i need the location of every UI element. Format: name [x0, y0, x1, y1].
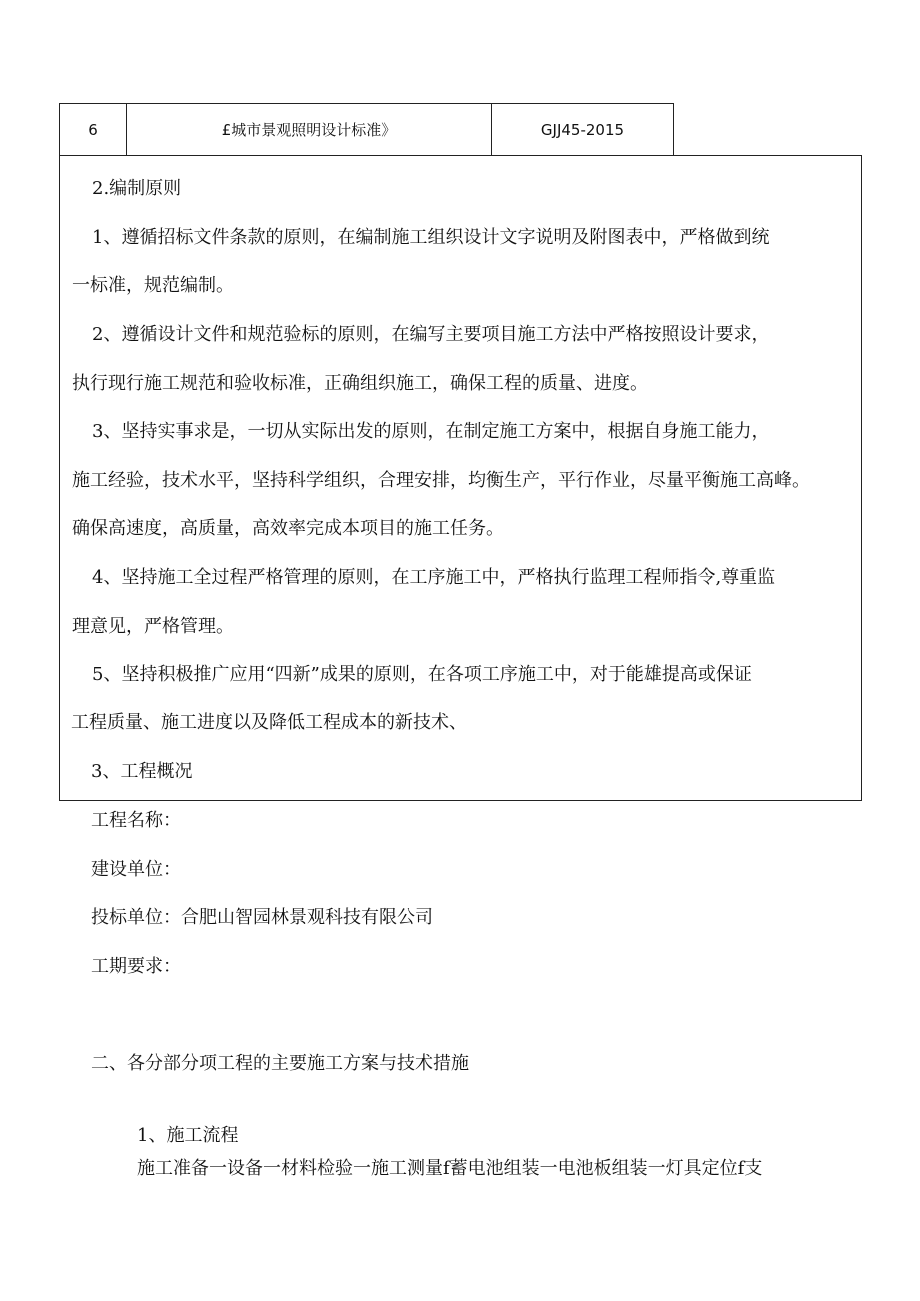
principle-2-line-1: 2、遵循设计文件和规范验标的原则，在编写主要项目施工方法中严格按照设计要求，	[92, 324, 770, 345]
construction-unit-label: 建设单位：	[91, 859, 181, 880]
heading-principles: 2.编制原则	[92, 178, 182, 199]
principle-4-line-1: 4、坚持施工全过程严格管理的原则，在工序施工中，严格执行监理工程师指令,尊重监	[92, 567, 776, 588]
principle-3-line-2: 施工经验，技术水平，坚持科学组织，合理安排，均衡生产，平行作业，尽量平衡施工高峰。	[72, 470, 810, 491]
standard-name: £城市景观照明设计标准》	[126, 104, 491, 155]
principle-4-line-2: 理意见，严格管理。	[72, 616, 234, 637]
project-name-label: 工程名称：	[91, 810, 181, 831]
flow-heading: 1、施工流程	[137, 1125, 239, 1146]
principle-1-line-2: 一标准，规范编制。	[72, 275, 234, 296]
principle-2-line-2: 执行现行施工规范和验收标准，正确组织施工，确保工程的质量、进度。	[72, 373, 648, 394]
principle-1-line-1: 1、遵循招标文件条款的原则，在编制施工组织设计文字说明及附图表中，严格做到统	[92, 227, 770, 248]
reference-table-row	[59, 103, 674, 155]
bidding-unit-line: 投标单位：合肥山智园林景观科技有限公司	[91, 907, 433, 928]
row-index: 6	[88, 120, 98, 139]
flow-text: 施工准备一设备一材料检验一施工测量f蓄电池组装一电池板组装一灯具定位f支	[137, 1158, 763, 1179]
principle-3-line-3: 确保高速度，高质量，高效率完成本项目的施工任务。	[72, 518, 504, 539]
section-two-heading: 二、各分部分项工程的主要施工方案与技术措施	[91, 1053, 469, 1074]
principle-3-line-1: 3、坚持实事求是，一切从实际出发的原则，在制定施工方案中，根据自身施工能力，	[92, 421, 770, 442]
heading-overview: 3、工程概况	[91, 761, 193, 782]
principle-5-line-1: 5、坚持积极推广应用“四新”成果的原则，在各项工序施工中，对于能雄提高或保证	[92, 664, 752, 685]
standard-code: GJJ45-2015	[491, 104, 673, 155]
content-box	[59, 155, 862, 801]
principle-5-line-2: 工程质量、施工进度以及降低工程成本的新技术、	[71, 712, 467, 733]
period-label: 工期要求：	[91, 956, 181, 977]
